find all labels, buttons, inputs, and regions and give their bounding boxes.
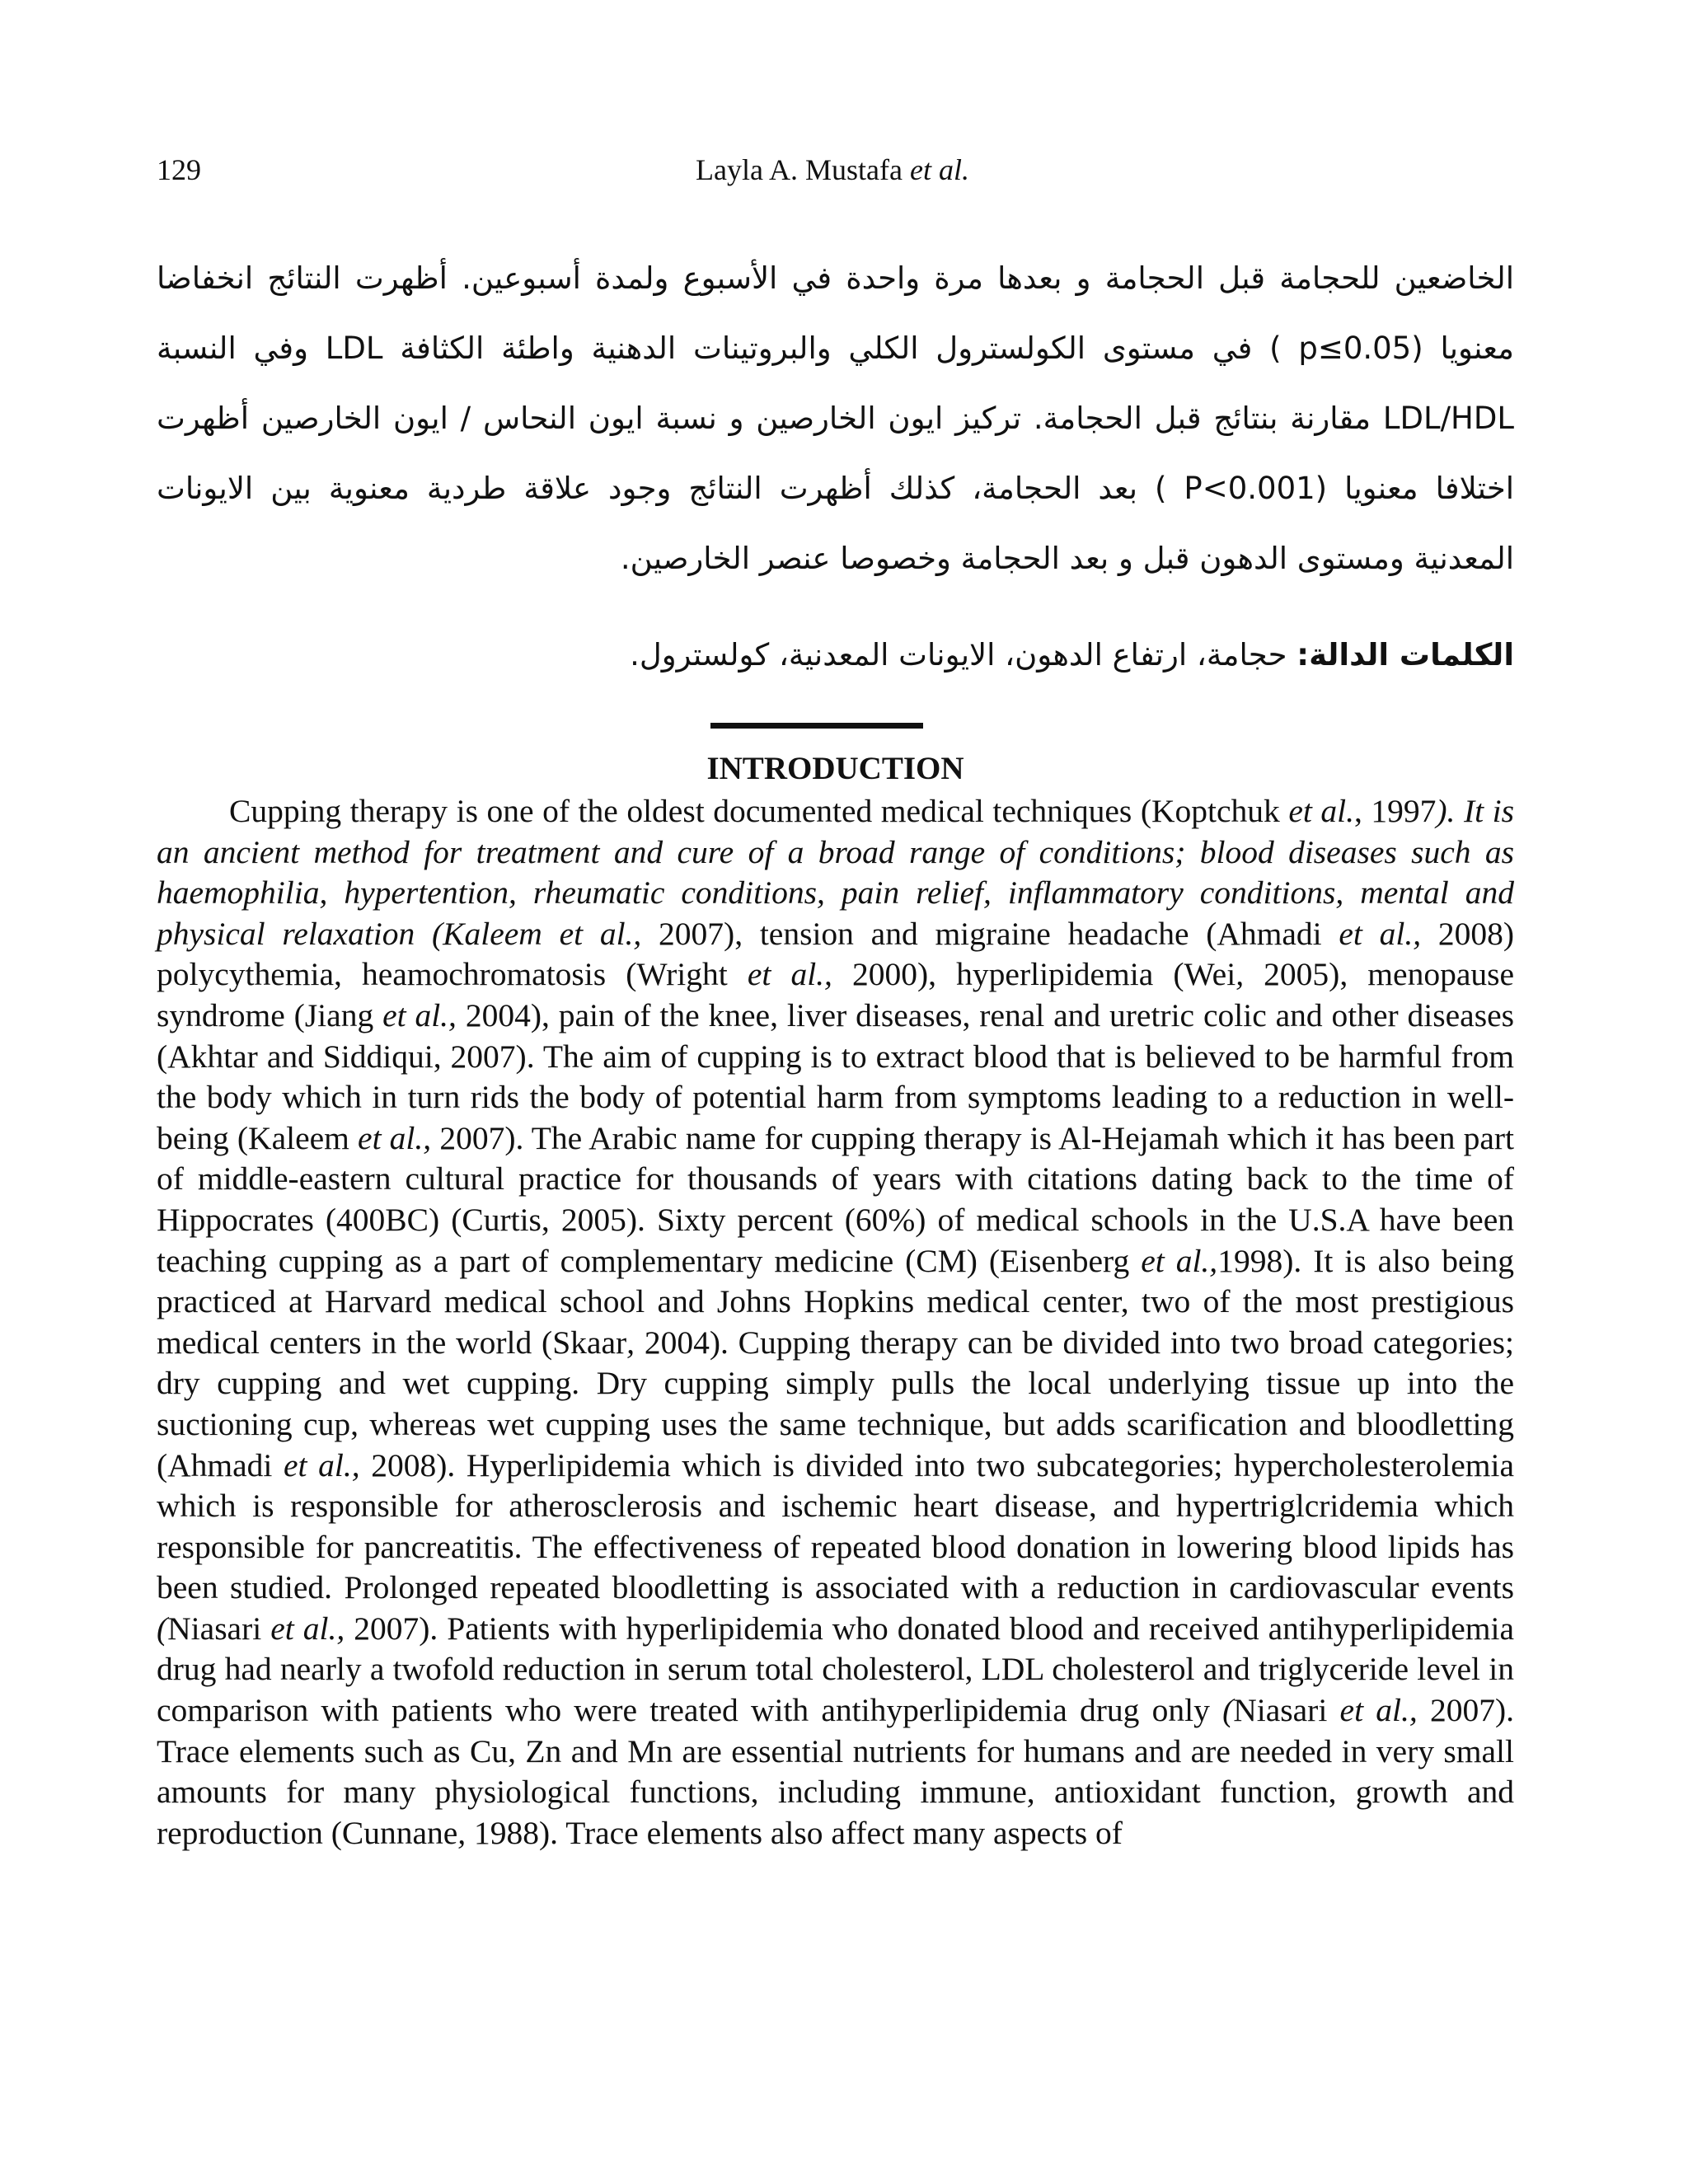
citation-comma: , — [626, 1324, 635, 1361]
citation-et-al: et al., — [1141, 1242, 1218, 1279]
arabic-keywords — [157, 622, 1514, 688]
running-head — [157, 152, 1508, 187]
introduction-body — [157, 791, 1514, 1854]
intro-text: 2008). Hyperlipidemia which is divided into two subcategories; hypercholesterolemia which is responsible for atherosclerosis and ischemic heart disease, and hypertriglcridemia which responsible for pancreatitis. The effectiveness of repeated blood donation in lowering blood lipids has been studied. Prolonged repeated bloodletting is associated with a reduction in cardiovascular events — [157, 1446, 1514, 1606]
citation-paren: ( — [1222, 1692, 1234, 1729]
page-header — [157, 152, 1508, 194]
introduction-heading: INTRODUCTION — [706, 751, 964, 786]
section-divider — [710, 723, 923, 729]
intro-text: 2007), tension and migraine headache (Ahmadi — [641, 915, 1339, 952]
citation-et-al: et al., — [1339, 1692, 1418, 1729]
intro-text: Cupping therapy is one of the oldest documented medical techniques (Koptchuk — [229, 793, 1289, 829]
citation-et-al: et al., — [284, 1446, 360, 1483]
intro-text: 2008 — [1421, 915, 1503, 952]
intro-text: 2000), hyperlipidemia (Wei — [832, 956, 1236, 993]
page-number: 129 — [157, 153, 201, 186]
intro-text: 2007). Patients with hyperlipidemia who donated blood and received antihyperlipidemia drug had nearly a twofold reduction in serum total cholesterol, LDL cholesterol and triglyceride level in comparison with patients who were treated with antihyperlipidemia drug only — [157, 1610, 1514, 1729]
citation-et-al: et al., — [747, 956, 832, 993]
citation-et-al: ). It is an ancient method for treatment and cure of a broad range of conditions; blood diseases such as haemophilia, hypertention, rheumatic conditions, pain relief, inflammatory conditions, mental and physical relaxation (Kaleem — [157, 793, 1514, 952]
citation-paren: ( — [157, 1610, 168, 1647]
citation-comma: , — [1236, 956, 1245, 993]
intro-text: 2007). The Arabic name for cupping therapy is Al-Hejamah which it has been part of middle-eastern cultural practice for thousands of years with citations dating back to the time of Hippocrates (400BC) (Curtis, 2005). Sixty percent (60%) of medical schools in the U.S.A have been teaching cupping as a part of complementary medicine (CM) (Eisenberg — [157, 1119, 1515, 1279]
arabic-abstract — [157, 243, 1514, 593]
intro-text: , 1997 — [1353, 793, 1437, 829]
citation-et-al: et al., — [559, 915, 642, 952]
citation-comma: , — [457, 1814, 467, 1851]
citation-et-al: et al., — [358, 1119, 432, 1156]
intro-text: 2004). Cupping therapy can be divided into two broad categories; dry cupping and wet cupping. Dry cupping simply pulls the local underlying tissue up into the suctioning cup, whereas wet cupping uses the same technique, but adds scarification and bloodletting (Ahmadi — [157, 1324, 1514, 1483]
running-head-et-al: et al. — [909, 153, 969, 186]
intro-text: ) polycythemia, heamochromatosis (Wright — [157, 915, 1515, 993]
citation-et-al: et al., — [382, 996, 457, 1033]
intro-text: Niasari — [167, 1610, 271, 1647]
intro-text: 2004), pain of the knee, liver diseases, renal and uretric colic and other diseases (Akhtar and Siddiqui, 2007). The aim of cupping is to extract blood that is believed to be harmful from the body which in turn rids the body of potential harm from symptoms leading to a reduction in well-being (Kaleem — [157, 996, 1514, 1156]
intro-text: Niasari — [1233, 1692, 1340, 1729]
introduction-paragraph — [157, 791, 1514, 1854]
intro-text: 1998). It is also being practiced at Harvard medical school and Johns Hopkins medical center, two of the most prestigious medical centers in the world (Skaar — [157, 1242, 1514, 1361]
running-head-author: Layla A. Mustafa — [696, 153, 910, 186]
intro-text: 2007). Trace elements such as Cu, Zn and Mn are essential nutrients for humans and are needed in very small amounts for many physiological functions, including immune, antioxidant function, growth and reproduction (Cunnane — [157, 1692, 1515, 1851]
keywords-text: حجامة، ارتفاع الدهون، الايونات المعدنية، كولسترول. — [630, 637, 1297, 673]
intro-text: 1988). Trace elements also affect many aspects of — [466, 1814, 1123, 1851]
citation-et-al: et al., — [1339, 915, 1422, 952]
citation-et-al: et al. — [1288, 793, 1354, 829]
citation-et-al: et al., — [270, 1610, 345, 1647]
keywords-label: الكلمات الدالة: — [1296, 637, 1514, 673]
intro-text: 2005), menopause syndrome (Jiang — [157, 956, 1514, 1033]
arabic-abstract-text: الخاضعين للحجامة قبل الحجامة و بعدها مرة واحدة في الأسبوع ولمدة أسبوعين. أظهرت النتائج انخفاضا معنويا (p≤0.05 ) في مستوى الكولسترول الكلي والبروتينات الدهنية واطئة الكثافة LDL وفي النسبة LDL/HDL مقارنة بنتائج قبل الحجامة. تركيز ايون الخارصين و نسبة ايون النحاس / ايون الخارصين أظهرت اختلافا معنويا (P<0.001 ) بعد الحجامة، كذلك أظهرت النتائج وجود علاقة طردية معنوية بين الايونات المعدنية ومستوى الدهون قبل و بعد الحجامة وخصوصا عنصر الخارصين. — [157, 260, 1514, 576]
